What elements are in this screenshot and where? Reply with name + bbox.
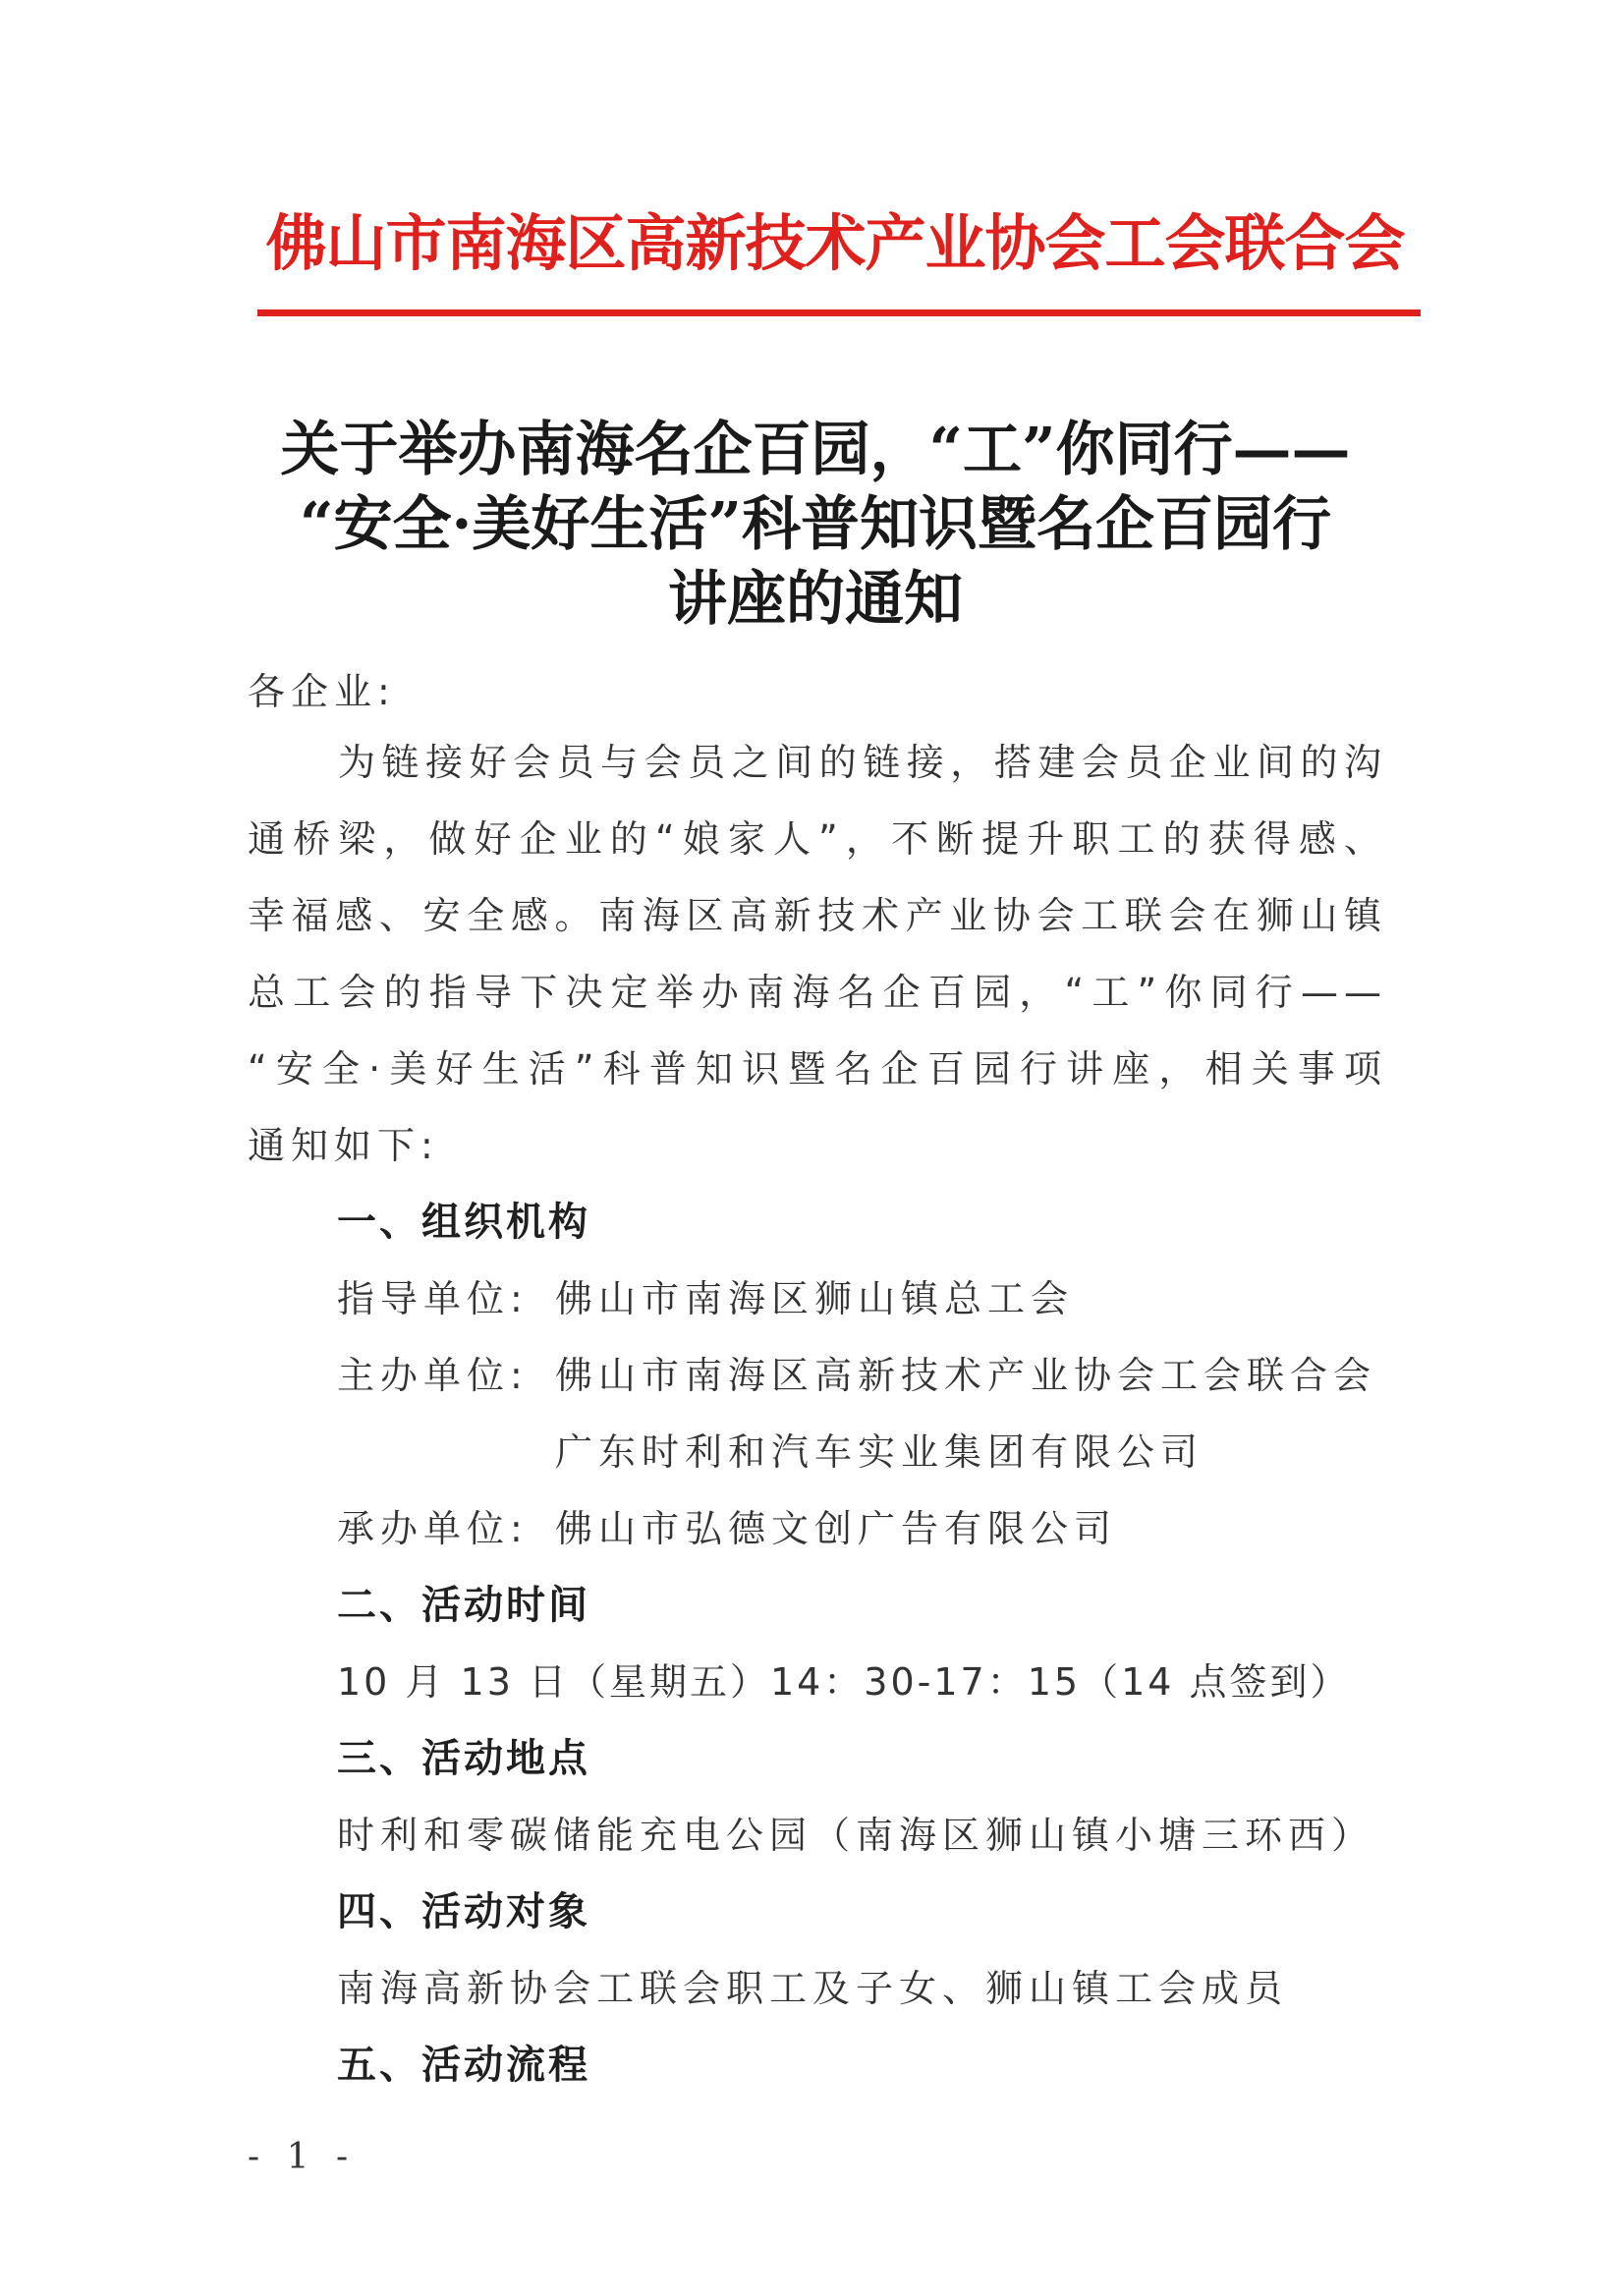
intro-line: “安全·美好生活”科普知识暨名企百园行讲座，相关事项 <box>248 1047 1387 1091</box>
place-value: 时利和零碳储能充电公园（南海区狮山镇小塘三环西） <box>337 1814 1375 1857</box>
notice-title <box>246 413 1385 637</box>
audience-value: 南海高新协会工联会职工及子女、狮山镇工会成员 <box>337 1967 1289 2010</box>
guide-unit-label: 指导单位: <box>337 1277 529 1320</box>
section-heading: 二、活动时间 <box>337 1583 590 1628</box>
time-value: 10 月 13 日（星期五）14：30-17：15（14 点签到） <box>337 1660 1351 1704</box>
section-heading: 三、活动地点 <box>337 1736 590 1781</box>
letterhead-red-rule <box>257 309 1421 316</box>
section-heading: 四、活动对象 <box>337 1889 590 1934</box>
intro-line: 为链接好会员与会员之间的链接，搭建会员企业间的沟 <box>338 741 1387 784</box>
title-line-2: “安全·美好生活”科普知识暨名企百园行 <box>300 490 1331 559</box>
section-process <box>337 2038 1398 2114</box>
host-unit-value-2: 广东时利和汽车实业集团有限公司 <box>555 1430 1204 1474</box>
section-organization <box>337 1195 1398 1578</box>
intro-line: 幸福感、安全感。南海区高新技术产业协会工联会在狮山镇 <box>248 894 1387 937</box>
section-place <box>337 1731 1398 1884</box>
page-number: - 1 - <box>248 2137 357 2177</box>
intro-paragraph <box>248 735 1387 1195</box>
intro-line: 总工会的指导下决定举办南海名企百园，“工”你同行—— <box>248 971 1387 1014</box>
salutation: 各企业: <box>248 670 396 713</box>
organizer-unit-label: 承办单位: <box>337 1507 529 1550</box>
section-heading: 一、组织机构 <box>337 1200 590 1245</box>
organizer-unit-value: 佛山市弘德文创广告有限公司 <box>555 1507 1118 1550</box>
letterhead-organization: 佛山市南海区高新技术产业协会工会联合会 <box>265 207 1405 279</box>
section-audience <box>337 1884 1398 2038</box>
section-time <box>337 1578 1398 1731</box>
host-unit-value: 佛山市南海区高新技术产业协会工会联合会 <box>555 1354 1377 1397</box>
host-unit-row <box>337 1348 1398 1425</box>
intro-line: 通桥梁，做好企业的“娘家人”，不断提升职工的获得感、 <box>248 817 1387 861</box>
guide-unit-value: 佛山市南海区狮山镇总工会 <box>555 1277 1075 1320</box>
organizer-unit-row <box>337 1501 1398 1578</box>
guide-unit-row <box>337 1271 1398 1348</box>
title-line-3: 讲座的通知 <box>668 565 963 634</box>
title-line-1: 关于举办南海名企百园，“工”你同行—— <box>280 416 1351 484</box>
host-unit-label: 主办单位: <box>337 1354 529 1397</box>
intro-line: 通知如下: <box>248 1124 439 1167</box>
section-heading: 五、活动流程 <box>337 2043 590 2088</box>
